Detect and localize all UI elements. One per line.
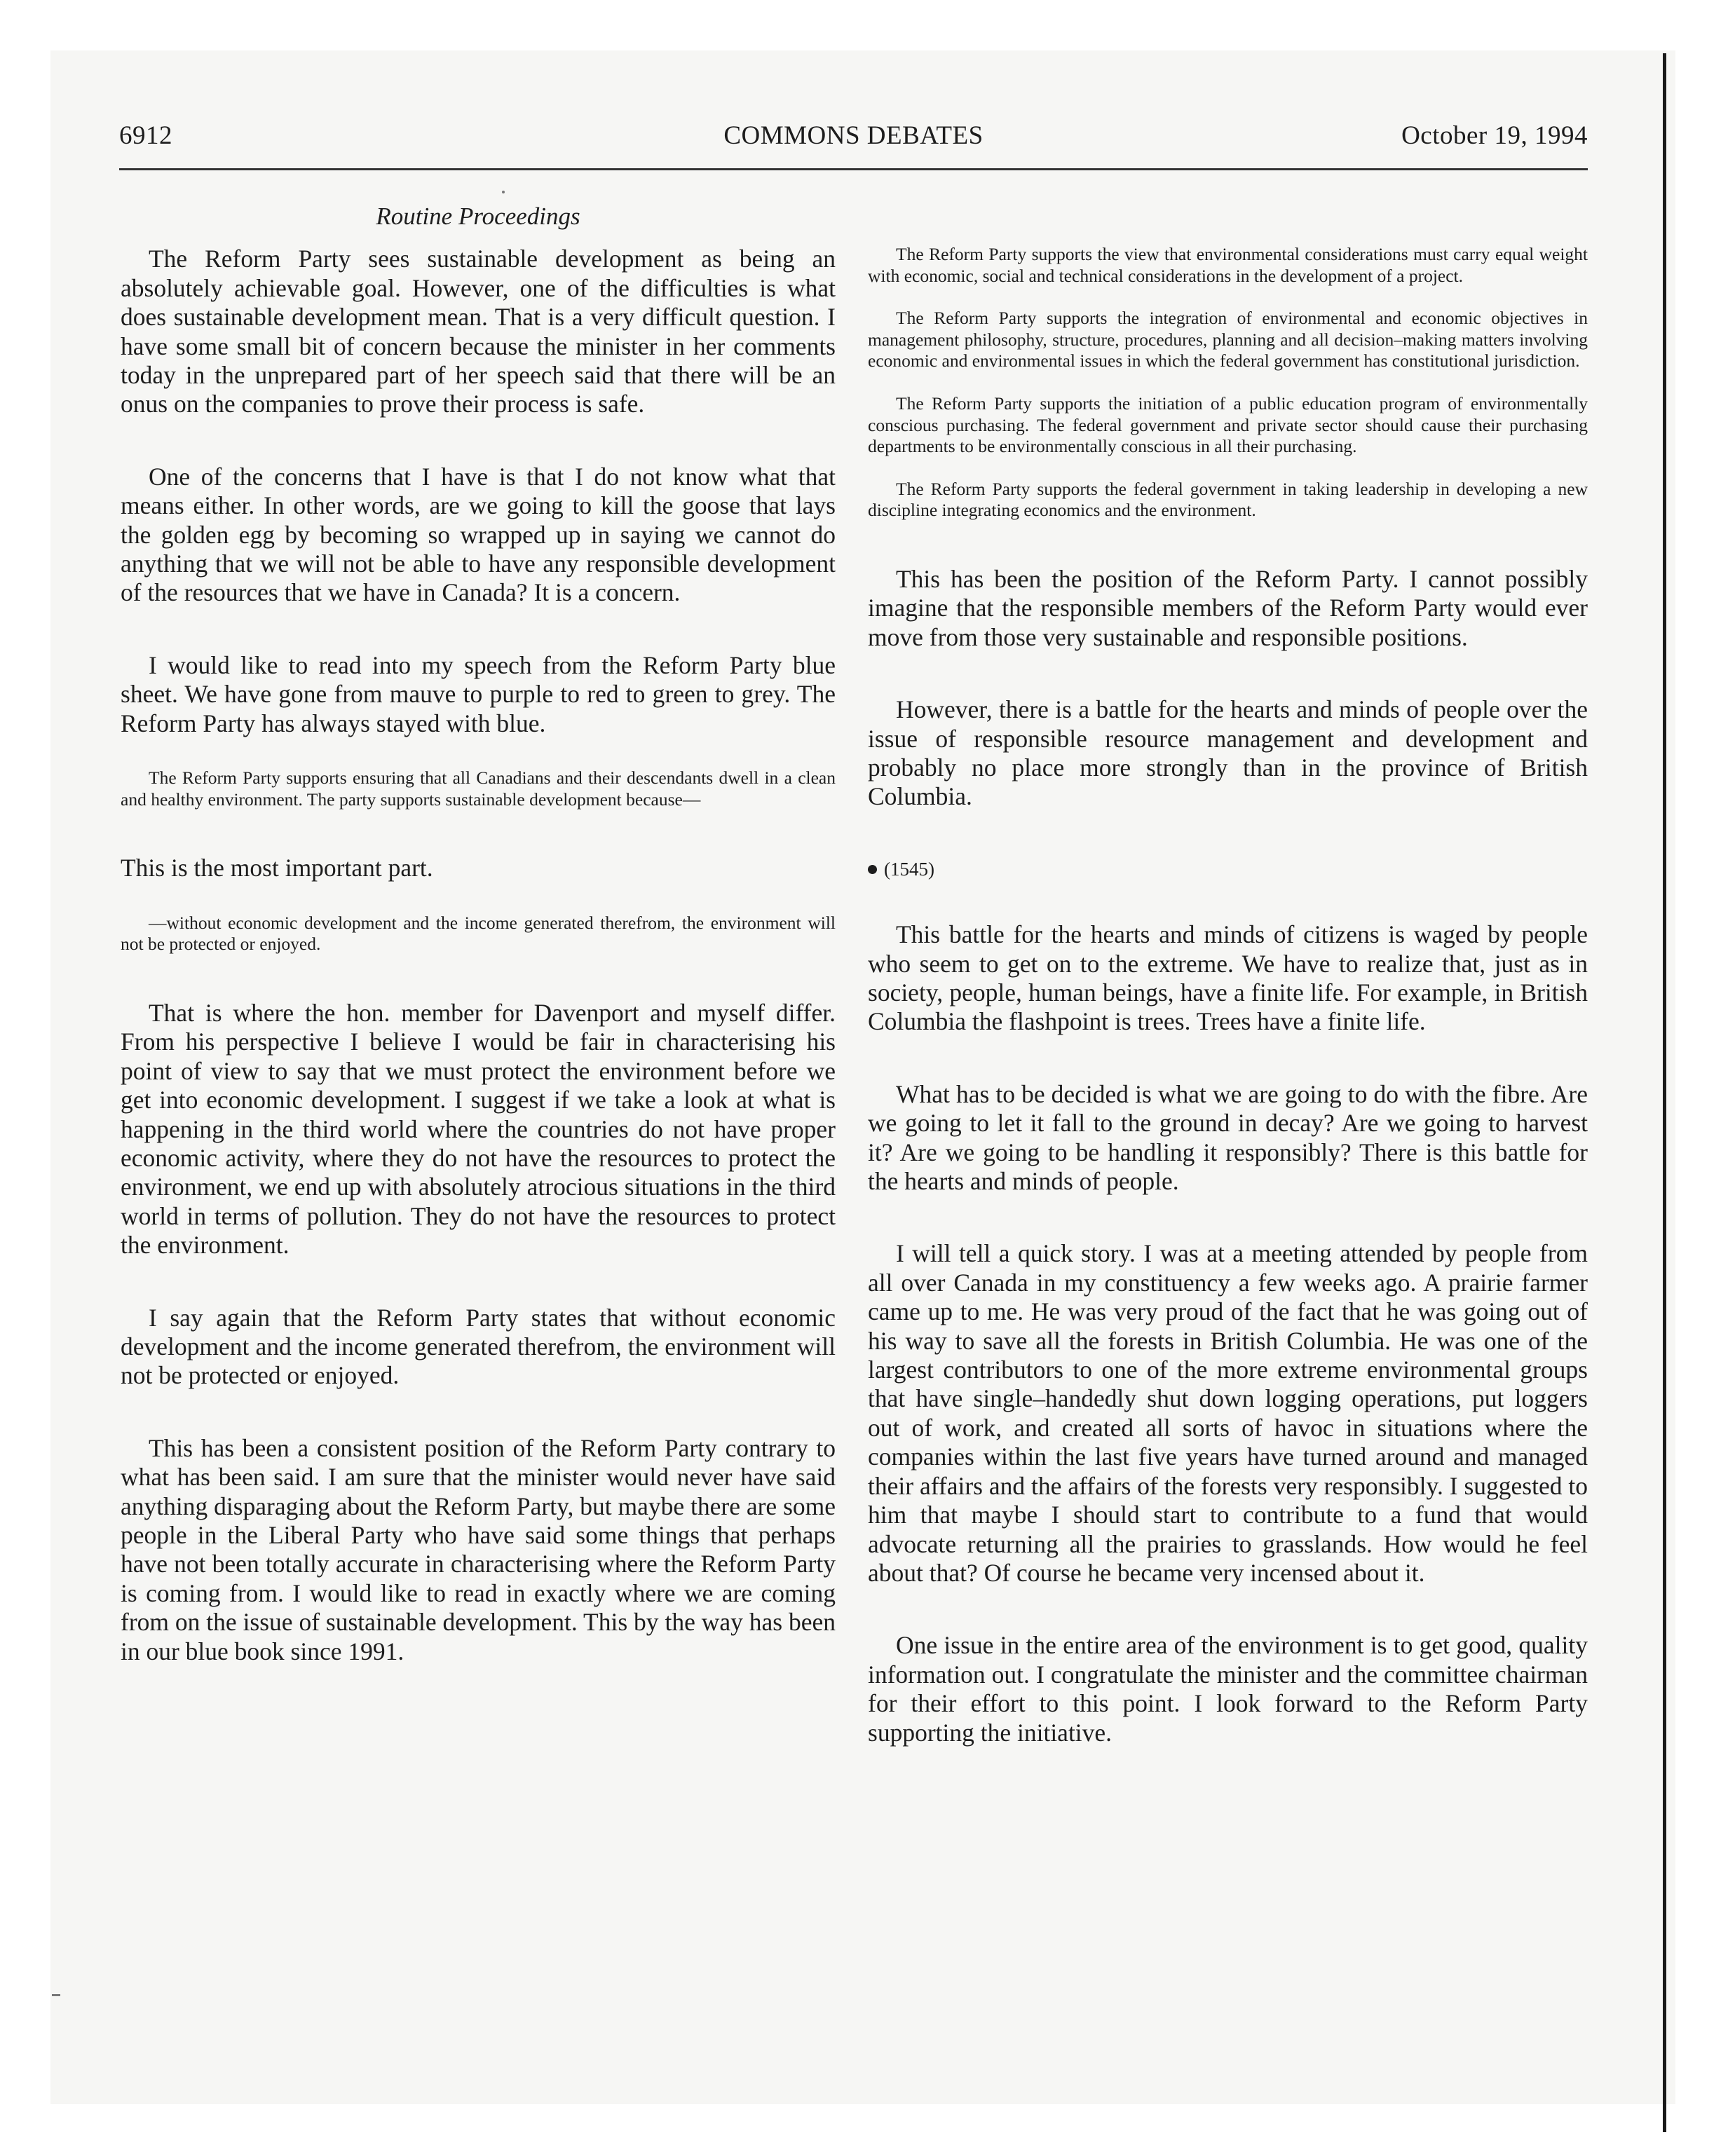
section-title: Routine Proceedings bbox=[376, 203, 580, 230]
page-number: 6912 bbox=[119, 121, 172, 150]
scan-speck bbox=[502, 191, 505, 193]
paragraph: However, there is a battle for the hearts and minds of people over the issue of responsible resource management and development and probably no place more strongly than in the province of British Columbia. bbox=[868, 695, 1588, 811]
paragraph: This battle for the hearts and minds of citizens is waged by people who seem to get on to the extreme. We have to realize that, just as in society, people, human beings, have a finite life. For example, in British Columbia the flashpoint is trees. Trees have a finite life. bbox=[868, 920, 1588, 1036]
paragraph: One of the concerns that I have is that I do not know what that means either. In other words, are we going to kill the goose that lays the golden egg by becoming so wrapped up in saying we cannot do anything that we will not be able to have any responsible development of the resources that we have in Canada? It is a concern. bbox=[121, 462, 836, 607]
block-quote: The Reform Party supports the integration of environmental and economic objectives in management philosophy, structure, procedures, planning and all decision–making matters involving economic and environmental issues in which the federal government has constitutional jurisdiction. bbox=[868, 308, 1588, 371]
paragraph: This has been the position of the Reform Party. I cannot possibly imagine that the responsible members of the Reform Party would ever move from those very sustainable and responsible positions. bbox=[868, 564, 1588, 651]
timestamp bbox=[868, 855, 1588, 884]
scan-speck bbox=[52, 1994, 60, 1996]
header-rule bbox=[119, 168, 1588, 170]
paragraph: This is the most important part. bbox=[121, 854, 433, 882]
block-quote: The Reform Party supports the federal government in taking leadership in developing a new discipline integrating economics and the environment. bbox=[868, 478, 1588, 521]
bullet-icon bbox=[868, 865, 877, 874]
block-quote: The Reform Party supports ensuring that all Canadians and their descendants dwell in a clean and healthy environment. The party supports sustainable development because— bbox=[121, 767, 836, 810]
block-quote: —without economic development and the income generated therefrom, the environment will not be protected or enjoyed. bbox=[121, 912, 836, 955]
block-quote: The Reform Party supports the initiation of a public education program of environmentally conscious purchasing. The federal government and private sector should cause their purchasing departments to be environmentally conscious in all their purchasing. bbox=[868, 393, 1588, 457]
header-date: October 19, 1994 bbox=[1401, 121, 1588, 150]
page-edge-shadow bbox=[1663, 53, 1666, 2132]
block-quote: The Reform Party supports the view that environmental considerations must carry equal weight with economic, social and technical considerations in the development of a project. bbox=[868, 244, 1588, 286]
running-title: COMMONS DEBATES bbox=[723, 121, 984, 150]
paragraph: This has been a consistent position of the Reform Party contrary to what has been said. I am sure that the minister would never have said anything disparaging about the Reform Party, but maybe there are some people in the Liberal Party who have said some things that perhaps have not been totally accurate in characterising where the Reform Party is coming from. I would like to read in exactly where we are coming from on the issue of sustainable development. This by the way has been in our blue book since 1991. bbox=[121, 1433, 836, 1665]
paragraph: The Reform Party sees sustainable development as being an absolutely achievable goal. However, one of the difficulties is what does sustainable development mean. That is a very difficult question. I have some small bit of concern because the minister in her comments today in the unprepared part of her speech said that there will be an onus on the companies to prove their process is safe. bbox=[121, 245, 836, 418]
paragraph: What has to be decided is what we are going to do with the fibre. Are we going to let it fall to the ground in decay? Are we going to harvest it? Are we going to be handling it responsibly? There is this battle for the hearts and minds of people. bbox=[868, 1079, 1588, 1196]
timestamp-text: (1545) bbox=[884, 858, 934, 880]
paragraph: One issue in the entire area of the environment is to get good, quality information out. I congratulate the minister and the committee chairman for their effort to this point. I look forward to the Reform Party supporting the initiative. bbox=[868, 1631, 1588, 1747]
paragraph: I would like to read into my speech from the Reform Party blue sheet. We have gone from mauve to purple to red to green to grey. The Reform Party has always stayed with blue. bbox=[121, 650, 836, 737]
paragraph: I say again that the Reform Party states that without economic development and the income generated therefrom, the environment will not be protected or enjoyed. bbox=[121, 1303, 836, 1390]
paragraph: That is where the hon. member for Davenport and myself differ. From his perspective I believe I would be fair in characterising his point of view to say that we must protect the environment before we get into economic development. I suggest if we take a look at what is happening in the third world where the countries do not have proper economic activity, where they do not have the resources to protect the environment, we end up with absolutely atrocious situations in the third world in terms of pollution. They do not have the resources to protect the environment. bbox=[121, 998, 836, 1260]
paragraph: I will tell a quick story. I was at a meeting attended by people from all over Canada in my constituency a few weeks ago. A prairie farmer came up to me. He was very proud of the fact that he was going out of his way to save all the forests in British Columbia. He was one of the largest contributors to one of the more extreme environmental groups that have single–handedly shut down logging operations, put loggers out of work, and created all sorts of havoc in situations where the companies within the last five years have turned around and managed their affairs and the affairs of the forests very responsibly. I suggested to him that maybe I should start to contribute to a fund that would advocate returning all the prairies to grasslands. How would he feel about that? Of course he became very incensed about it. bbox=[868, 1239, 1588, 1587]
right-column bbox=[868, 188, 1588, 1747]
left-column bbox=[121, 188, 836, 1666]
page-header bbox=[119, 121, 1588, 170]
